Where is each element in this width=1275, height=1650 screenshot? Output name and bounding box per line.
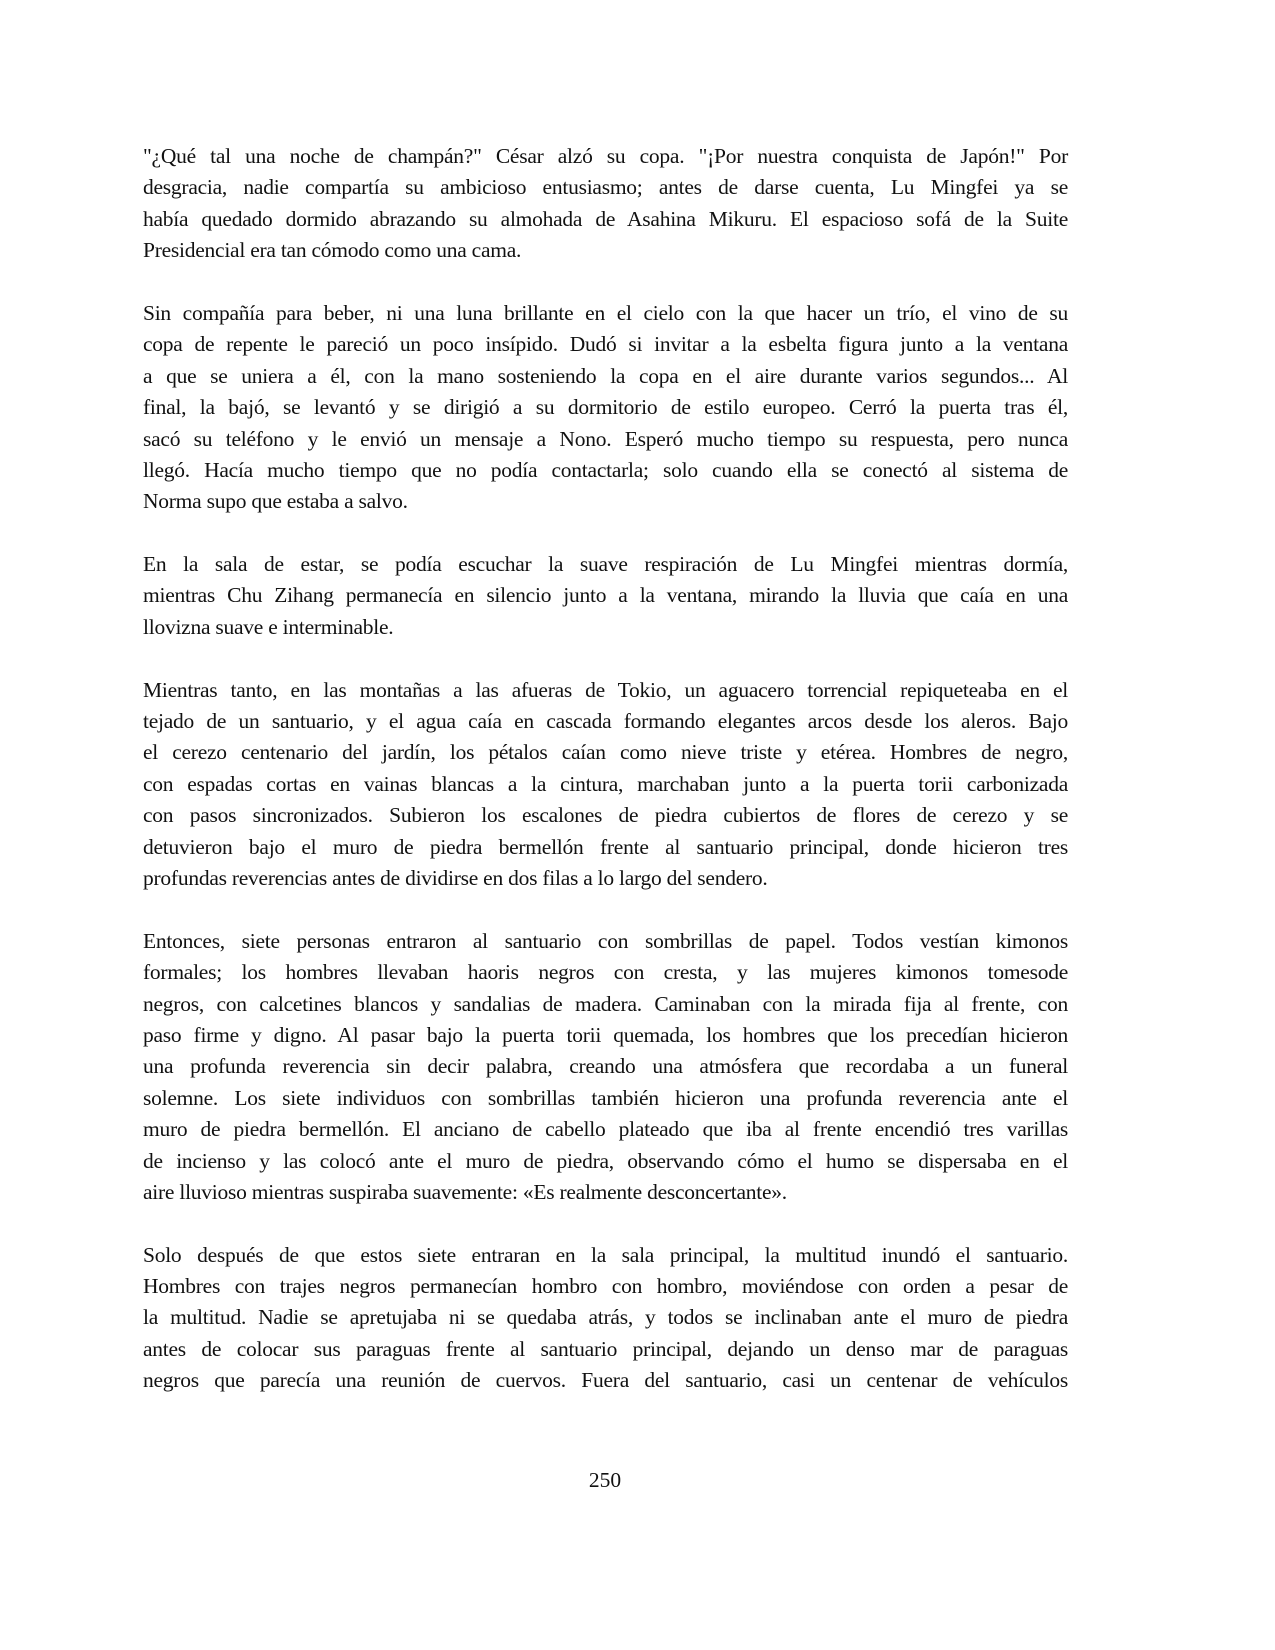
text-line: negros que parecía una reunión de cuervos. Fuera del santuario, casi un centenar de vehículos bbox=[143, 1368, 1068, 1393]
text-line: solemne. Los siete individuos con sombrillas también hicieron una profunda reverencia ante el bbox=[143, 1085, 1068, 1110]
text-line: el cerezo centenario del jardín, los pétalos caían como nieve triste y etérea. Hombres de negro, bbox=[143, 740, 1068, 765]
text-line: una profunda reverencia sin decir palabra, creando una atmósfera que recordaba a un funeral bbox=[143, 1054, 1068, 1079]
text-line: Hombres con trajes negros permanecían hombro con hombro, moviéndose con orden a pesar de bbox=[143, 1274, 1068, 1299]
text-line: muro de piedra bermellón. El anciano de cabello plateado que iba al frente encendió tres varillas bbox=[143, 1117, 1068, 1142]
paragraph bbox=[143, 926, 1068, 1209]
paragraph bbox=[143, 298, 1068, 518]
text-line: negros, con calcetines blancos y sandalias de madera. Caminaban con la mirada fija al frente, con bbox=[143, 991, 1068, 1016]
text-line: final, la bajó, se levantó y se dirigió a su dormitorio de estilo europeo. Cerró la puerta tras él, bbox=[143, 395, 1068, 420]
text-line: En la sala de estar, se podía escuchar la suave respiración de Lu Mingfei mientras dormía, bbox=[143, 552, 1068, 577]
paragraph bbox=[143, 141, 1068, 267]
text-line: sacó su teléfono y le envió un mensaje a Nono. Esperó mucho tiempo su respuesta, pero nunca bbox=[143, 426, 1068, 451]
text-line: había quedado dormido abrazando su almohada de Asahina Mikuru. El espacioso sofá de la Suite bbox=[143, 206, 1068, 231]
text-line: paso firme y digno. Al pasar bajo la puerta torii quemada, los hombres que los precedían hicieron bbox=[143, 1022, 1068, 1047]
text-line: a que se uniera a él, con la mano sosteniendo la copa en el aire durante varios segundos... Al bbox=[143, 363, 1068, 388]
text-line: llovizna suave e interminable. bbox=[143, 614, 394, 639]
text-line: con espadas cortas en vainas blancas a la cintura, marchaban junto a la puerta torii carbonizada bbox=[143, 771, 1068, 796]
text-line: Mientras tanto, en las montañas a las afueras de Tokio, un aguacero torrencial repiqueteaba en el bbox=[143, 677, 1068, 702]
page-number: 250 bbox=[588, 1468, 622, 1492]
text-line: aire lluvioso mientras suspiraba suavemente: «Es realmente desconcertante». bbox=[143, 1179, 787, 1204]
text-line: desgracia, nadie compartía su ambicioso entusiasmo; antes de darse cuenta, Lu Mingfei ya se bbox=[143, 175, 1068, 200]
text-line: Sin compañía para beber, ni una luna brillante en el cielo con la que hacer un trío, el vino de su bbox=[143, 300, 1068, 325]
body-text bbox=[143, 141, 1068, 1428]
text-line: tejado de un santuario, y el agua caía en cascada formando elegantes arcos desde los aleros. Bajo bbox=[143, 709, 1068, 734]
text-line: Entonces, siete personas entraron al santuario con sombrillas de papel. Todos vestían kimonos bbox=[143, 928, 1068, 953]
text-line: profundas reverencias antes de dividirse en dos filas a lo largo del sendero. bbox=[143, 865, 768, 890]
text-line: Presidencial era tan cómodo como una cama. bbox=[143, 238, 522, 263]
text-line: llegó. Hacía mucho tiempo que no podía contactarla; solo cuando ella se conectó al sistema de bbox=[143, 457, 1068, 482]
text-line: antes de colocar sus paraguas frente al santuario principal, dejando un denso mar de paraguas bbox=[143, 1336, 1068, 1361]
text-line: Norma supo que estaba a salvo. bbox=[143, 489, 408, 514]
text-line: formales; los hombres llevaban haoris negros con cresta, y las mujeres kimonos tomesode bbox=[143, 960, 1068, 985]
paragraph bbox=[143, 675, 1068, 895]
text-line: "¿Qué tal una noche de champán?" César alzó su copa. "¡Por nuestra conquista de Japón!" Por bbox=[143, 144, 1068, 168]
text-line: la multitud. Nadie se apretujaba ni se quedaba atrás, y todos se inclinaban ante el muro de piedra bbox=[143, 1305, 1068, 1330]
text-line: de incienso y las colocó ante el muro de piedra, observando cómo el humo se dispersaba en el bbox=[143, 1148, 1068, 1173]
text-line: mientras Chu Zihang permanecía en silencio junto a la ventana, mirando la lluvia que caía en una bbox=[143, 583, 1068, 608]
text-line: con pasos sincronizados. Subieron los escalones de piedra cubiertos de flores de cerezo y se bbox=[143, 803, 1068, 828]
text-line: Solo después de que estos siete entraran en la sala principal, la multitud inundó el santuario. bbox=[143, 1242, 1068, 1267]
paragraph bbox=[143, 549, 1068, 643]
text-line: detuvieron bajo el muro de piedra bermellón frente al santuario principal, donde hicieron tres bbox=[143, 834, 1068, 859]
text-line: copa de repente le pareció un poco insípido. Dudó si invitar a la esbelta figura junto a la ventana bbox=[143, 332, 1068, 357]
paragraph bbox=[143, 1240, 1068, 1397]
